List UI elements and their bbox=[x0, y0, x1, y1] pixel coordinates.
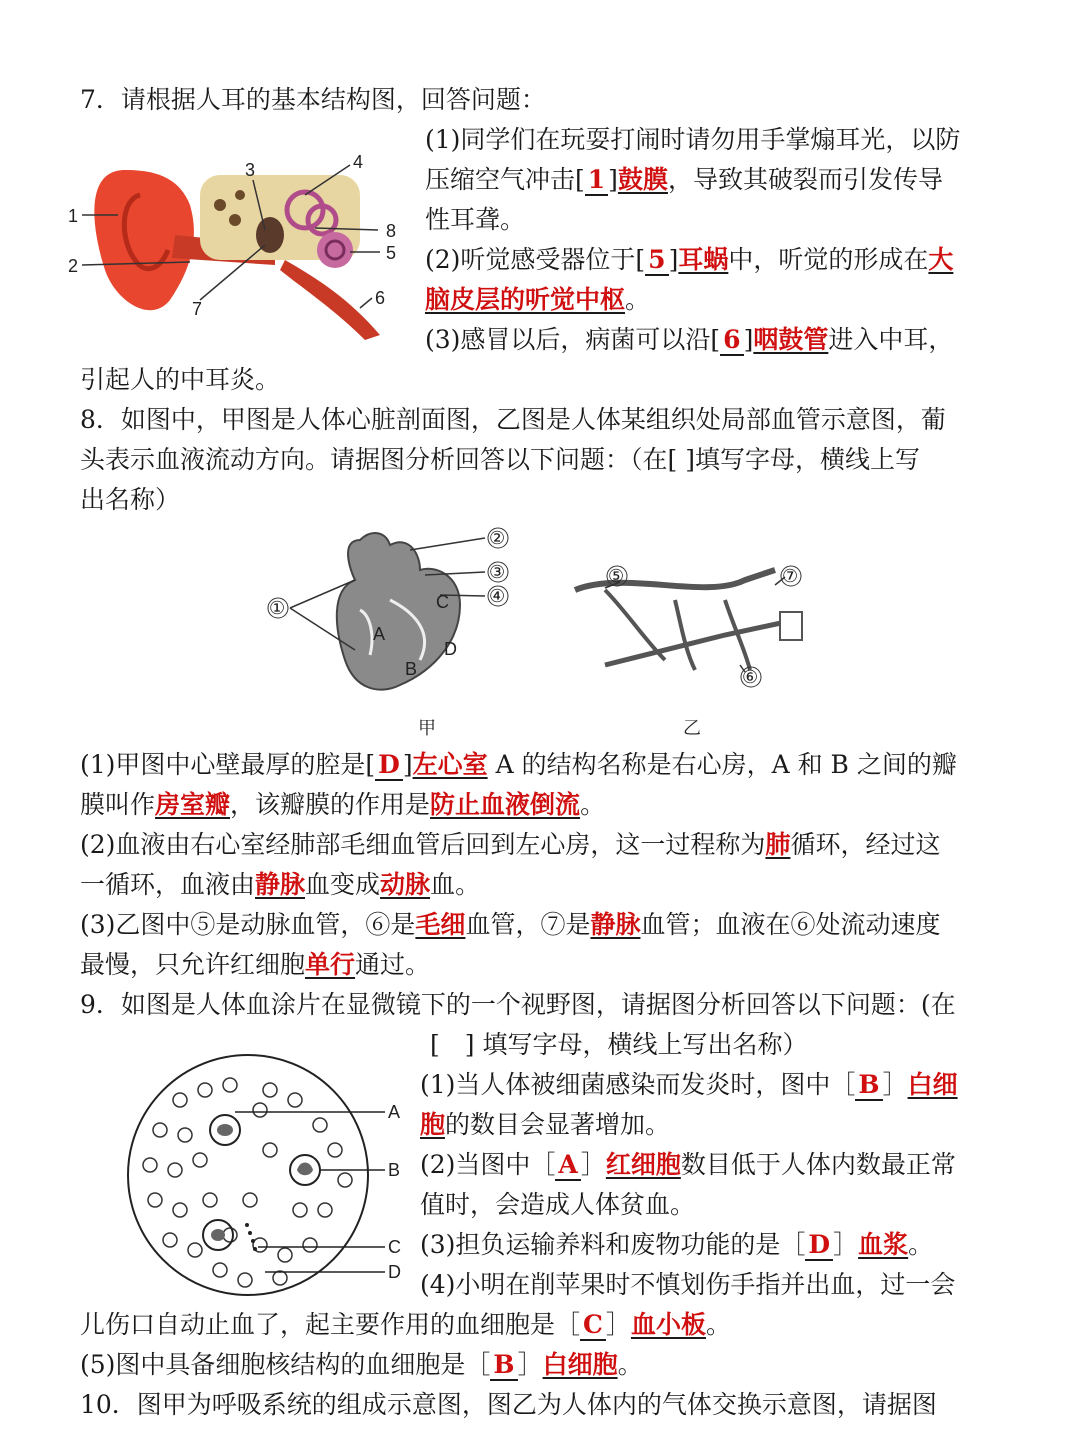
heart-diagram bbox=[260, 520, 520, 745]
q8-a1-answer: 左心室 bbox=[412, 750, 488, 779]
q7-p3-line2: 引起人的中耳炎。 bbox=[80, 365, 281, 394]
ear-label-6: 6 bbox=[375, 288, 386, 308]
q9-p1-answer: 白细 bbox=[907, 1070, 958, 1099]
eardrum-shape bbox=[256, 217, 284, 253]
heart-label-C: C bbox=[436, 592, 449, 612]
microscope-field bbox=[128, 1055, 368, 1295]
q9-p4-line1: (4)小明在削苹果时不慎划伤手指并出血，过一会 bbox=[420, 1270, 956, 1299]
ear-label-5: 5 bbox=[386, 243, 397, 263]
ear-label-2: 2 bbox=[68, 256, 79, 276]
q7-p2-line2: 脑皮层的听觉中枢。 bbox=[425, 285, 651, 314]
q7-p1-line1: (1)同学们在玩耍打闹时请勿用手掌煽耳光，以防 bbox=[425, 125, 961, 154]
q8-a1-line2: 膜叫作房室瓣，该瓣膜的作用是防止血液倒流。 bbox=[80, 790, 606, 819]
smear-label-D: D bbox=[388, 1262, 401, 1282]
ear-label-1: 1 bbox=[68, 206, 79, 226]
q9-p5-blank: B bbox=[490, 1350, 517, 1381]
heart-label-1: ① bbox=[269, 598, 286, 618]
eustachian-tube-shape bbox=[280, 260, 380, 340]
cochlea-shape bbox=[317, 232, 353, 268]
ear-diagram bbox=[60, 150, 420, 340]
ear-label-8: 8 bbox=[386, 221, 397, 241]
heart-label-B: B bbox=[405, 659, 418, 679]
q7-title: 7．请根据人耳的基本结构图，回答问题： bbox=[80, 85, 546, 114]
q8-title-line1: 8．如图中，甲图是人体心脏剖面图，乙图是人体某组织处局部血管示意图，葡 bbox=[80, 405, 946, 434]
q8-a2-line2: 一循环，血液由静脉血变成动脉血。 bbox=[80, 870, 481, 899]
q9-p5-answer: 白细胞 bbox=[542, 1350, 618, 1379]
q7-p1-line3: 性耳聋。 bbox=[425, 205, 526, 234]
q9-title-line1: 9．如图是人体血涂片在显微镜下的一个视野图，请据图分析回答以下问题：(在 bbox=[80, 990, 956, 1019]
q9-p1-blank: B bbox=[855, 1070, 882, 1101]
q8-a3-line1: (3)乙图中⑤是动脉血管，⑥是毛细血管，⑦是静脉血管；血液在⑥处流动速度 bbox=[80, 910, 941, 939]
smear-label-C: C bbox=[388, 1237, 401, 1257]
q7-p2-line1: (2)听觉感受器位于[ 5 ]耳蜗中，听觉的形成在大 bbox=[425, 245, 954, 274]
q9-p4-blank: C bbox=[580, 1310, 606, 1341]
vessel-label-6: ⑥ bbox=[742, 667, 759, 687]
q7-p2-blank: 5 bbox=[645, 245, 668, 276]
vein-stub bbox=[780, 612, 802, 640]
q8-a1-blank: D bbox=[375, 750, 403, 781]
fig-caption-jia: 甲 bbox=[418, 718, 436, 738]
q8-title-line2: 头表示血液流动方向。请据图分析回答以下问题：（在[ ]填写字母，横线上写 bbox=[80, 445, 920, 474]
q7-p2-answer: 耳蜗 bbox=[678, 245, 729, 274]
q8-title-line3: 出名称） bbox=[80, 485, 181, 514]
q7-p1-blank: 1 bbox=[585, 165, 608, 196]
q10-title-line1: 10．图甲为呼吸系统的组成示意图，图乙为人体内的气体交换示意图，请据图 bbox=[80, 1390, 937, 1419]
q7-p1-line2: 压缩空气冲击[ 1 ]鼓膜，导致其破裂而引发传导 bbox=[425, 165, 943, 194]
artery-path bbox=[575, 570, 775, 590]
q7-p3-blank: 6 bbox=[720, 325, 743, 356]
q9-p2-line1: (2)当图中［ A ］红细胞数目低于人体内数最正常 bbox=[420, 1150, 956, 1179]
ear-label-4: 4 bbox=[353, 152, 364, 172]
smear-label-A: A bbox=[388, 1102, 401, 1122]
smear-label-B: B bbox=[388, 1160, 401, 1180]
q9-p5-line: (5)图中具备细胞核结构的血细胞是［ B ］白细胞。 bbox=[80, 1350, 643, 1379]
q7-p3-answer: 咽鼓管 bbox=[753, 325, 829, 354]
heart-label-D: D bbox=[444, 639, 457, 659]
heart-label-2: ② bbox=[489, 528, 506, 548]
q7-p3-line1: (3)感冒以后，病菌可以沿[ 6 ]咽鼓管进入中耳， bbox=[425, 325, 954, 354]
heart-label-A: A bbox=[373, 624, 386, 644]
q9-p2-line2: 值时，会造成人体贫血。 bbox=[420, 1190, 696, 1219]
q9-p3-blank: D bbox=[805, 1230, 833, 1261]
q9-p3-answer: 血浆 bbox=[858, 1230, 909, 1259]
vessel-diagram bbox=[565, 560, 825, 745]
blood-smear-diagram bbox=[120, 1050, 420, 1300]
q9-p2-answer: 红细胞 bbox=[605, 1150, 681, 1179]
q7-p1-answer: 鼓膜 bbox=[617, 165, 668, 194]
fig-caption-yi: 乙 bbox=[683, 718, 701, 738]
q9-p3-line: (3)担负运输养料和废物功能的是［ D ］血浆。 bbox=[420, 1230, 934, 1259]
q9-p2-blank: A bbox=[555, 1150, 580, 1181]
vessel-label-5: ⑤ bbox=[608, 566, 625, 586]
vessel-label-7: ⑦ bbox=[782, 566, 799, 586]
heart-label-4: ④ bbox=[489, 586, 506, 606]
heart-label-3: ③ bbox=[489, 562, 506, 582]
q9-p1-line2: 胞的数目会显著增加。 bbox=[420, 1110, 671, 1139]
q9-p4-answer: 血小板 bbox=[630, 1310, 706, 1339]
q9-title-line2: [ ] 填写字母，横线上写出名称） bbox=[430, 1030, 808, 1059]
q8-a3-line2: 最慢，只允许红细胞单行通过。 bbox=[80, 950, 431, 979]
q7-p2-answer2: 脑皮层的听觉中枢 bbox=[425, 285, 626, 314]
q8-a2-line1: (2)血液由右心室经肺部毛细血管后回到左心房，这一过程称为肺循环，经过这 bbox=[80, 830, 941, 859]
q9-p4-line2: 儿伤口自动止血了，起主要作用的血细胞是［ C ］血小板。 bbox=[80, 1310, 731, 1339]
q8-a1-line1: (1)甲图中心壁最厚的腔是[ D ]左心室 A 的结构名称是右心房，A 和 B 之间的瓣 bbox=[80, 750, 957, 779]
ear-label-3: 3 bbox=[245, 160, 256, 180]
ear-label-7: 7 bbox=[192, 299, 203, 319]
q9-p1-line1: (1)当人体被细菌感染而发炎时，图中［ B ］白细 bbox=[420, 1070, 958, 1099]
